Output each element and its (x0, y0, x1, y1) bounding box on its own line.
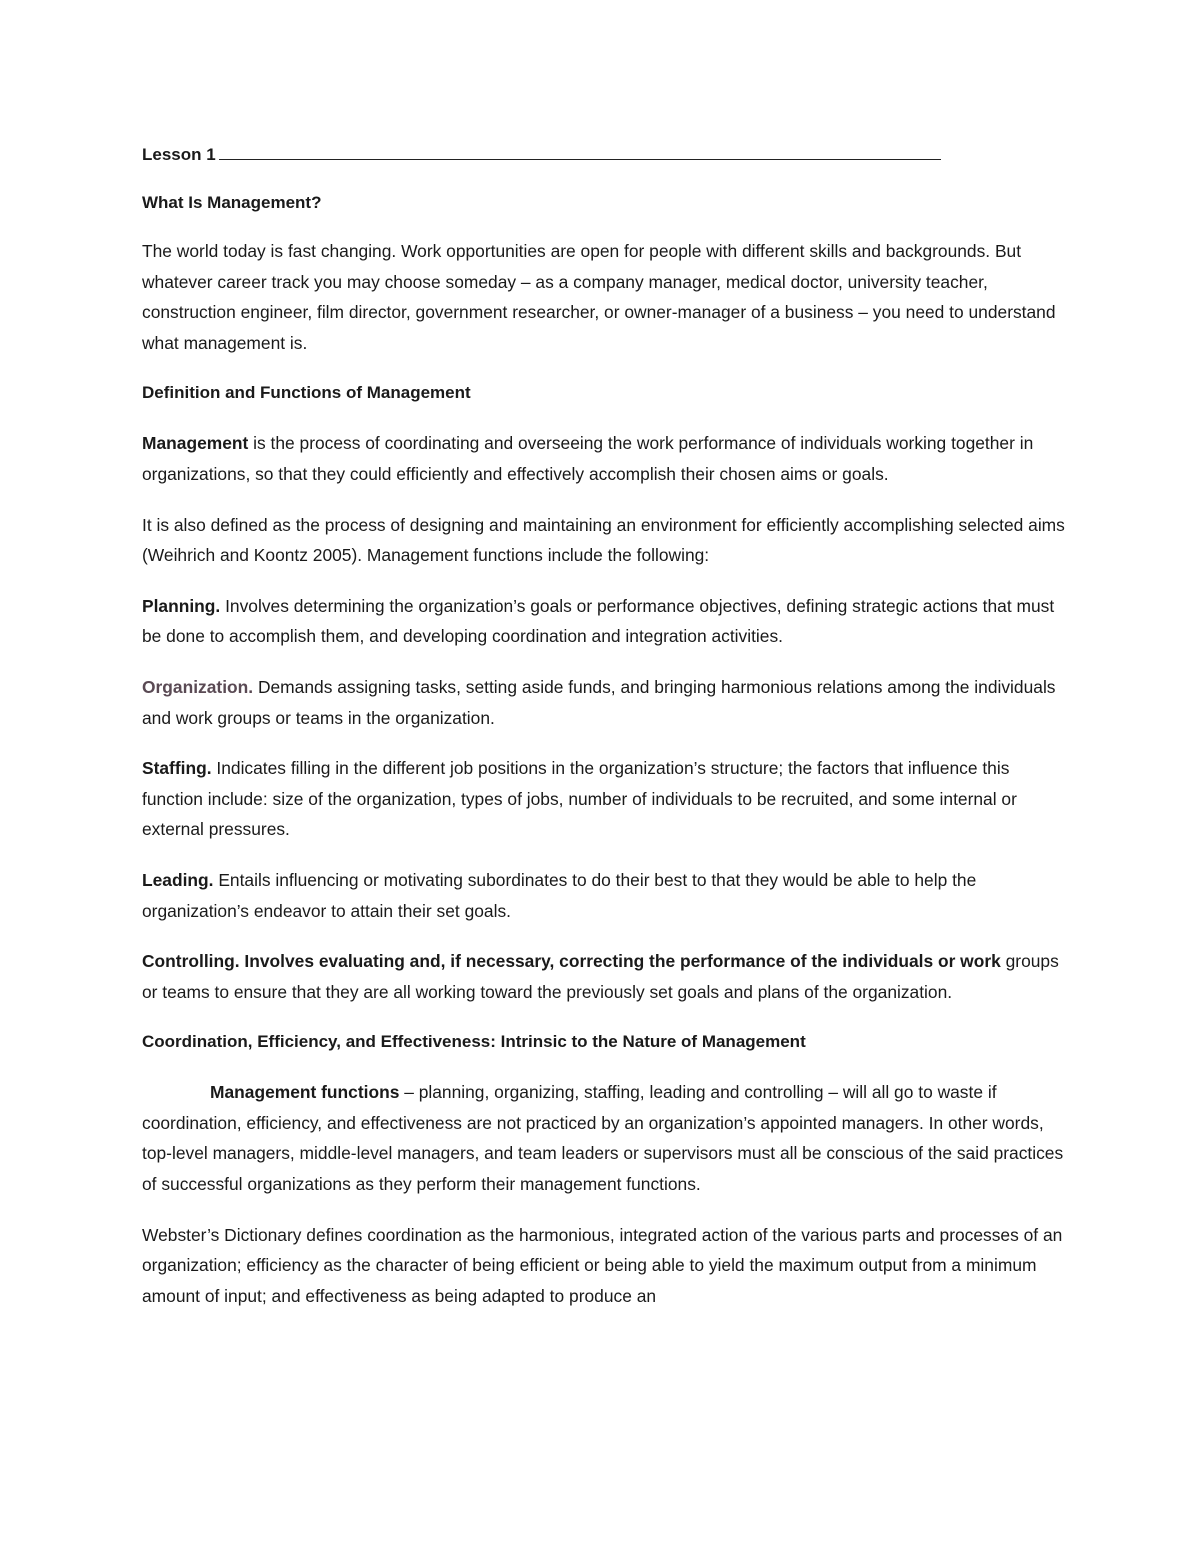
lesson-label: Lesson 1 (142, 145, 216, 164)
function-term: Controlling. Involves evaluating and, if necessary, correcting the performance of the individuals or work (142, 951, 1001, 972)
function-leading (142, 865, 1070, 926)
intro-paragraph: The world today is fast changing. Work opportunities are open for people with different skills and backgrounds. But whatever career track you may choose someday – as a company manager, medical doctor, university teacher, construction engineer, film director, government researcher, or owner-manager of a business – you need to understand what management is. (142, 241, 1056, 353)
also-defined-paragraph: It is also defined as the process of designing and maintaining an environment for efficiently accomplishing selected aims (Weihrich and Koontz 2005). Management functions include the following: (142, 514, 1065, 566)
function-text: Indicates filling in the different job positions in the organization’s structure; the factors that influence this function include: size of the organization, types of jobs, number of individuals to be recruited, and some internal or external pressures. (142, 758, 1017, 840)
function-text: Demands assigning tasks, setting aside funds, and bringing harmonious relations among the individuals and work groups or teams in the organization. (142, 676, 1056, 728)
function-term: Staffing. (142, 758, 212, 779)
websters-paragraph: Webster’s Dictionary defines coordination as the harmonious, integrated action of the various parts and processes of an organization; efficiency as the character of being efficient or being able to yield the maximum output from a minimum amount of input; and effectiveness as being adapted to produce an (142, 1224, 1063, 1306)
lesson-header (142, 140, 1070, 170)
function-term: Organization. (142, 676, 254, 697)
section-heading-coordination: Coordination, Efficiency, and Effectiveness: Intrinsic to the Nature of Management (142, 1032, 806, 1052)
management-functions-paragraph (142, 1077, 1070, 1199)
function-controlling (142, 946, 1070, 1007)
management-functions-text: – planning, organizing, staffing, leading and controlling – will all go to waste if coordination, efficiency, and effectiveness are not practiced by an organization’s appointed managers. In other words, top-level managers, middle-level managers, and team leaders or supervisors must all be conscious of the said practices of successful organizations as they perform their management functions. (142, 1082, 1064, 1195)
function-organization (142, 672, 1070, 733)
management-functions-term: Management functions (210, 1082, 400, 1103)
function-text: Involves determining the organization’s goals or performance objectives, defining strategic actions that must be done to accomplish them, and developing coordination and integration activities. (142, 595, 1055, 647)
function-term: Planning. (142, 595, 221, 616)
function-planning (142, 591, 1070, 652)
definition-term: Management (142, 433, 249, 454)
definition-paragraph (142, 428, 1070, 489)
function-text: Entails influencing or motivating subordinates to do their best to that they would be able to help the organization’s endeavor to attain their set goals. (142, 869, 977, 921)
lesson-underline (219, 141, 941, 160)
function-text: groups or teams to ensure that they are all working toward the previously set goals and plans of the organization. (142, 951, 1059, 1002)
definition-text: is the process of coordinating and overseeing the work performance of individuals working together in organizations, so that they could efficiently and effectively accomplish their chosen aims or goals. (142, 433, 1034, 484)
section-heading-definition: Definition and Functions of Management (142, 383, 471, 403)
function-term: Leading. (142, 869, 214, 890)
page-title: What Is Management? (142, 193, 322, 212)
function-staffing (142, 753, 1070, 845)
